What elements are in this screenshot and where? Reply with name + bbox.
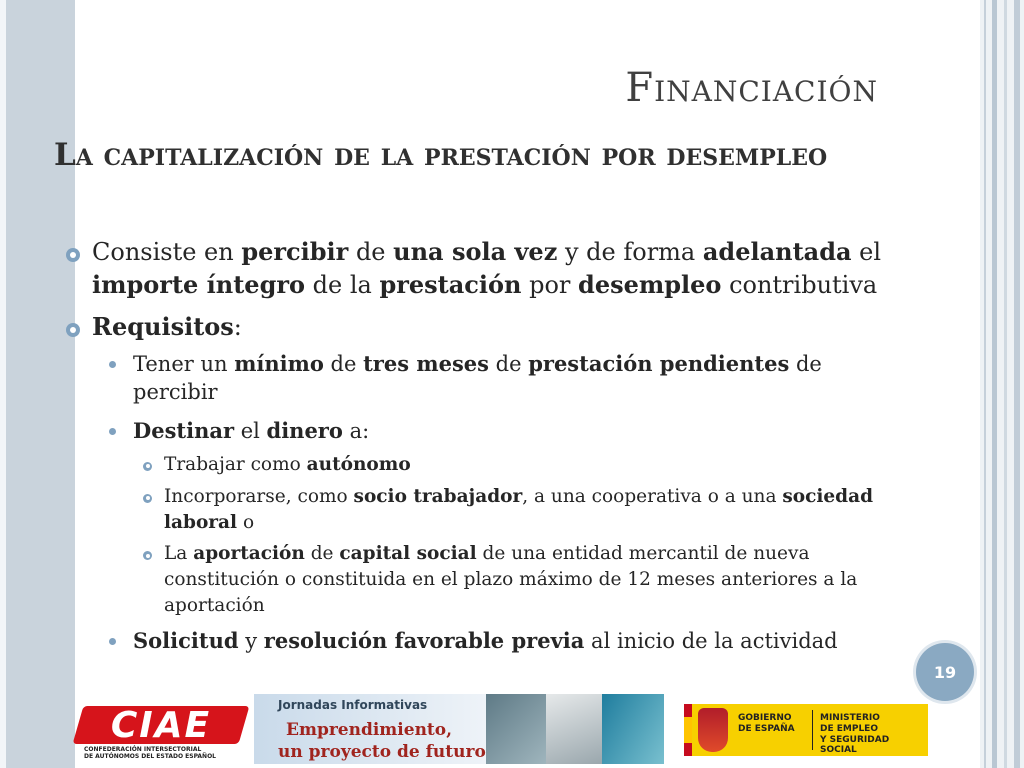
bold-run: prestación pendientes (528, 351, 790, 377)
ring-bullet-icon (143, 462, 152, 471)
gobierno-text (738, 713, 795, 735)
sub-sub-bullet-capital (66, 541, 896, 619)
sub-sub-bullet-socio (66, 484, 896, 536)
text-run: de (488, 352, 529, 377)
bullet-item-definition (66, 236, 896, 301)
banner-line1: Emprendimiento, (286, 720, 453, 740)
text-run: Consiste en (92, 238, 242, 266)
dot-bullet-icon (109, 361, 116, 368)
text-run: por (521, 270, 579, 299)
ministerio-line1: MINISTERIO (820, 713, 880, 723)
text-run: Tener un (133, 352, 235, 377)
ciae-logo-mark (73, 706, 250, 744)
dot-bullet-icon (109, 638, 116, 645)
bold-run: Requisitos (92, 312, 234, 342)
page-number-badge: 19 (916, 643, 974, 701)
banner-line2: un proyecto de futuro (278, 742, 486, 762)
ring-bullet-icon (143, 494, 152, 503)
bold-run: capital social (339, 543, 477, 565)
text-run: contributiva (721, 270, 878, 299)
ciae-logo-text: CIAE (110, 704, 212, 746)
bullet-item-requisitos (66, 311, 896, 344)
bold-run: socio trabajador (353, 485, 523, 507)
bold-run: autónomo (306, 453, 411, 475)
text-run: de una entidad mercantil de nueva constitución o constituida en el plazo máximo de 12 meses anteriores a la aportación (164, 543, 858, 617)
logo-divider (812, 710, 813, 750)
banner-photo-abstract (602, 694, 664, 764)
banner-heading: Jornadas Informativas (278, 698, 428, 712)
circle-bullet-icon (66, 323, 80, 337)
text-run: de (323, 352, 364, 377)
bold-run: desempleo (578, 269, 722, 299)
spain-flag-stripe (684, 704, 692, 756)
text-run: a: (342, 418, 370, 443)
sub-sub-bullet-autonomo (66, 452, 896, 478)
left-border-decoration (0, 0, 14, 768)
dot-bullet-icon (109, 428, 116, 435)
text-run: de (348, 238, 394, 266)
bold-run: adelantada (702, 237, 852, 266)
text-run: de percibir (133, 352, 822, 404)
bold-run: importe íntegro (92, 269, 306, 299)
bold-run: tres meses (363, 351, 489, 377)
text-run: Trabajar como (164, 453, 307, 475)
text-run: o (237, 511, 255, 533)
text-run: de (304, 543, 340, 565)
text-run: el (851, 238, 882, 266)
sub-bullet-solicitud (66, 627, 896, 656)
slide-subtitle: La capitalización de la prestación por desempleo (54, 137, 828, 173)
footer-logos (0, 694, 1024, 768)
sub-bullet-destinar (66, 417, 896, 446)
text-run: al inicio de la actividad (584, 629, 838, 654)
slide-content (66, 236, 896, 666)
bold-run: Solicitud (133, 628, 239, 654)
circle-bullet-icon (66, 248, 80, 262)
slide-title: Financiación (625, 65, 878, 111)
ministerio-text (820, 713, 928, 756)
banner-photo-hands (486, 694, 546, 764)
text-run: y de forma (557, 238, 703, 266)
ministerio-line2: DE EMPLEO (820, 723, 878, 734)
ciae-caption-line1: CONFEDERACIÓN INTERSECTORIAL (84, 746, 202, 753)
bold-run: Destinar (133, 417, 235, 443)
ciae-caption (84, 746, 244, 760)
sub-bullet-minimo (66, 350, 896, 407)
bold-run: una sola vez (393, 237, 558, 266)
bold-run: aportación (193, 543, 305, 565)
text-run: Incorporarse, como (164, 485, 354, 507)
text-run: de la (305, 270, 380, 299)
bold-run: resolución favorable previa (263, 628, 585, 654)
text-run: La (164, 543, 194, 565)
text-run: : (233, 313, 242, 342)
bold-run: mínimo (234, 351, 324, 377)
gobierno-ministerio-logo (684, 704, 928, 756)
text-run: , a una cooperativa o a una (522, 485, 783, 507)
ciae-logo (78, 706, 244, 762)
bold-run: prestación (379, 269, 522, 299)
bold-run: dinero (266, 417, 343, 443)
bold-run: sociedad laboral (164, 485, 874, 533)
text-run: el (234, 418, 267, 443)
ministerio-line3: Y SEGURIDAD SOCIAL (820, 734, 890, 756)
ciae-caption-line2: DE AUTÓNOMOS DEL ESTADO ESPAÑOL (84, 753, 217, 761)
bold-run: percibir (241, 237, 349, 266)
banner-photo-mouse (546, 694, 602, 764)
right-border-decoration (980, 0, 1024, 768)
text-run: y (238, 629, 264, 654)
gobierno-line1: GOBIERNO (738, 713, 792, 723)
gobierno-line2: DE ESPAÑA (738, 723, 795, 734)
ring-bullet-icon (143, 551, 152, 560)
coat-of-arms-icon (698, 708, 728, 752)
jornadas-banner (254, 694, 664, 764)
